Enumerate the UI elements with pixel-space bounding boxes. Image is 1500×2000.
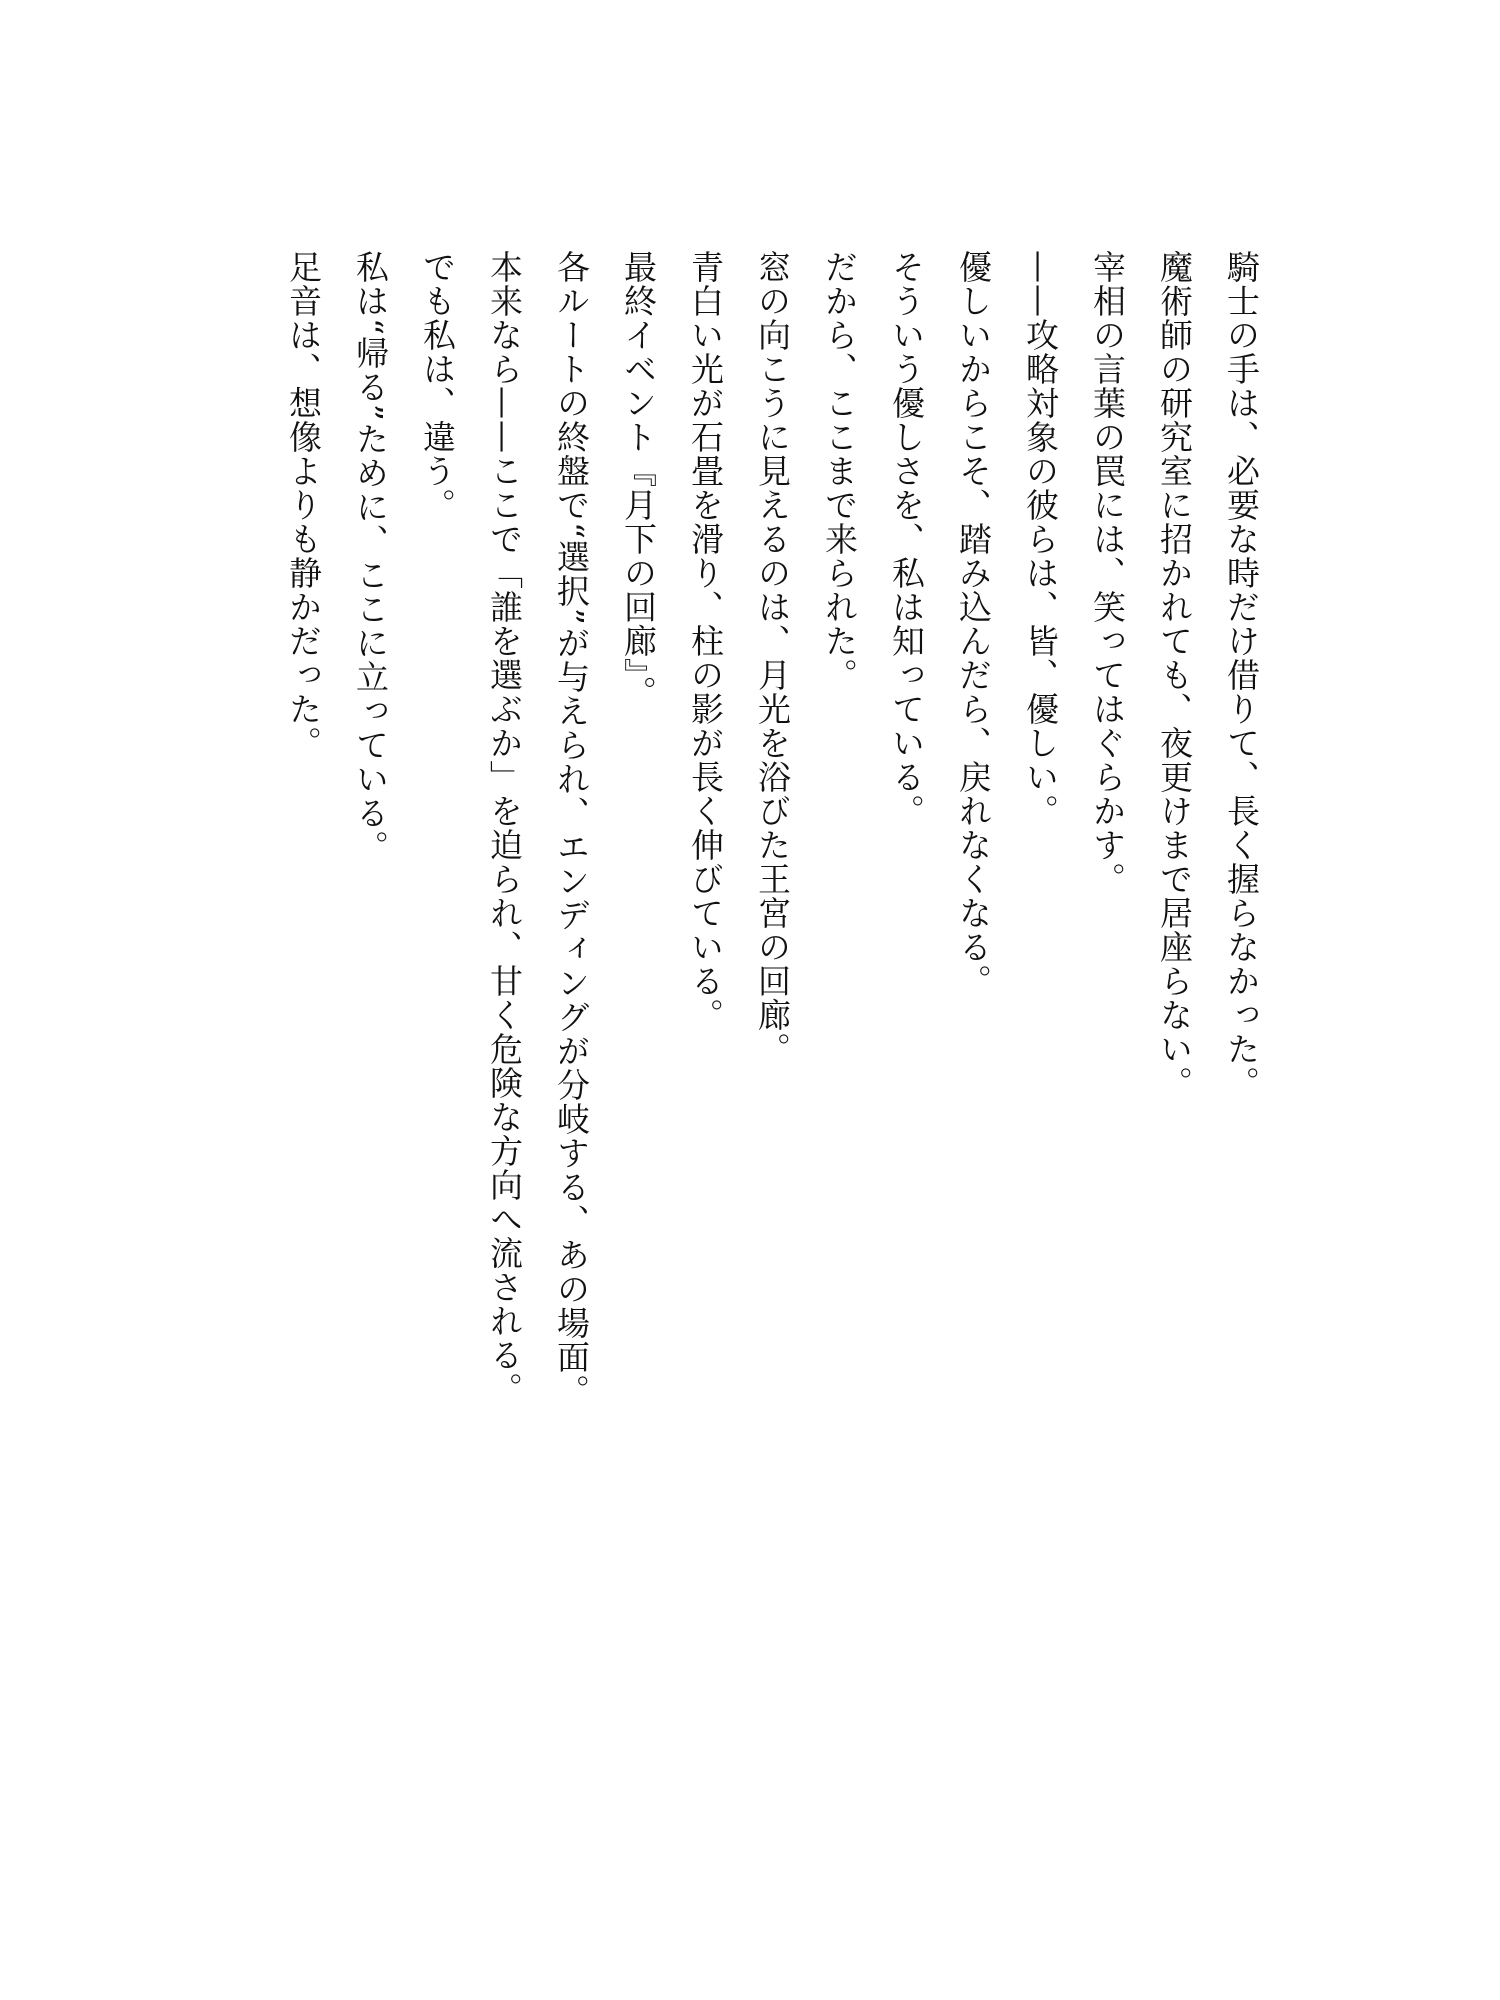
text-line: 各ルートの終盤で“選択”が与えられ、エンディングが分岐する、あの場面。 [552,250,591,1408]
text-line: 本来なら——ここで「誰を選ぶか」を迫られ、甘く危険な方向へ流される。 [485,250,524,1406]
text-line: 窓の向こうに見えるのは、月光を浴びた王宮の回廊。 [753,250,792,1066]
text-line: 宰相の言葉の罠には、笑ってはぐらかす。 [1088,250,1127,896]
text-line: 足音は、想像よりも静かだった。 [284,250,323,760]
text-line: 最終イベント『月下の回廊』。 [619,250,658,710]
text-line: でも私は、違う。 [418,250,457,522]
text-line: 魔術師の研究室に招かれても、夜更けまで居座らない。 [1155,250,1194,1100]
text-line: 私は“帰る”ために、ここに立っている。 [351,250,390,864]
vertical-text-body [270,250,1275,1550]
text-line: 優しいからこそ、踏み込んだら、戻れなくなる。 [954,250,993,998]
text-line: ——攻略対象の彼らは、皆、優しい。 [1021,250,1060,828]
text-line: だから、ここまで来られた。 [820,250,859,692]
text-line: 青白い光が石畳を滑り、柱の影が長く伸びている。 [686,250,725,1032]
text-line: そういう優しさを、私は知っている。 [887,250,926,828]
text-line: 騎士の手は、必要な時だけ借りて、長く握らなかった。 [1222,250,1261,1100]
